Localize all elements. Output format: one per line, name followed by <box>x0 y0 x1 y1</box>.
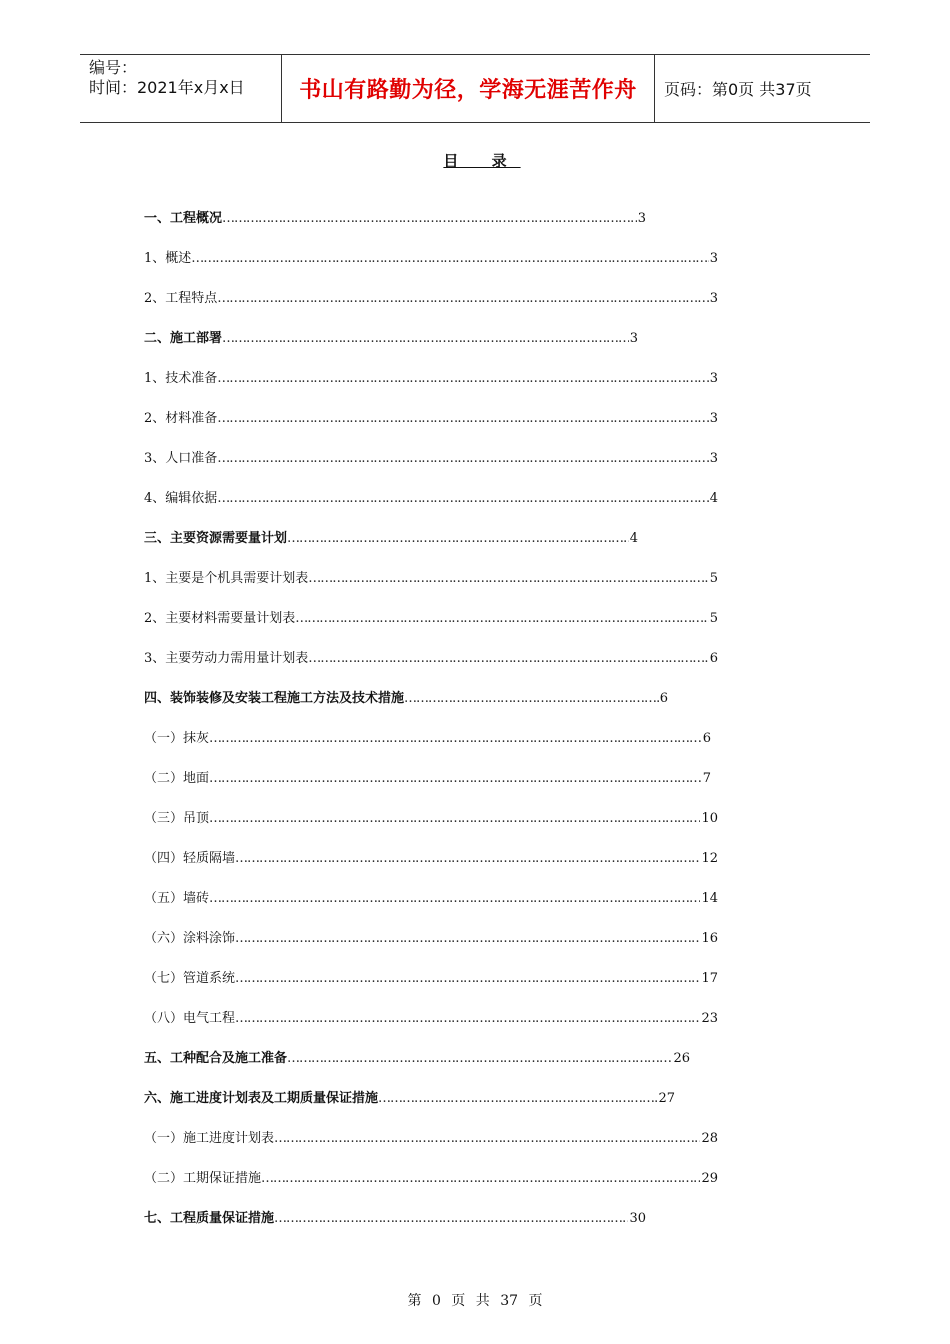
toc-entry-label: 一、工程概况 <box>144 211 223 226</box>
toc-entry[interactable] <box>144 329 638 349</box>
toc-entry-label: 四、装饰装修及安装工程施工方法及技术措施 <box>144 691 405 706</box>
toc-entry[interactable] <box>144 369 718 389</box>
toc-entry-page: 23 <box>701 1011 718 1026</box>
toc-entry-page: 7 <box>702 771 711 786</box>
toc-entry-label: 1、概述 <box>144 251 192 266</box>
toc-entry[interactable] <box>144 1009 718 1029</box>
toc-leader-dots <box>209 729 702 749</box>
toc-entry-page: 3 <box>709 371 718 386</box>
toc-entry[interactable] <box>144 1089 675 1109</box>
toc-entry-label: 1、技术准备 <box>144 371 218 386</box>
toc-entry-label: （七）管道系统 <box>144 971 236 986</box>
toc-entry-page: 6 <box>702 731 711 746</box>
toc-entry-label: 3、人口准备 <box>144 451 218 466</box>
toc-entry-label: （二）工期保证措施 <box>144 1171 262 1186</box>
toc-entry-page: 30 <box>629 1211 646 1226</box>
toc-leader-dots <box>404 689 659 709</box>
toc-entry-page: 3 <box>709 251 718 266</box>
toc-entry-page: 3 <box>637 211 646 226</box>
toc-leader-dots <box>235 849 700 869</box>
toc-leader-dots <box>217 369 708 389</box>
toc-leader-dots <box>235 1009 700 1029</box>
toc-leader-dots <box>191 249 708 269</box>
toc-entry[interactable] <box>144 649 718 669</box>
toc-leader-dots <box>209 769 702 789</box>
toc-entry[interactable] <box>144 1129 718 1149</box>
toc-entry-label: 2、主要材料需要量计划表 <box>144 611 296 626</box>
toc-entry-label: 1、主要是个机具需要计划表 <box>144 571 309 586</box>
toc-entry[interactable] <box>144 689 668 709</box>
toc-leader-dots <box>217 489 708 509</box>
toc-leader-dots <box>217 449 708 469</box>
toc-entry[interactable] <box>144 289 718 309</box>
toc-entry-label: （二）地面 <box>144 771 210 786</box>
toc-entry-label: （一）施工进度计划表 <box>144 1131 275 1146</box>
toc-entry[interactable] <box>144 249 718 269</box>
toc-title: 目 录 <box>443 152 521 170</box>
toc-entry-page: 27 <box>658 1091 675 1106</box>
toc-entry-label: （四）轻质隔墙 <box>144 851 236 866</box>
toc-entry[interactable] <box>144 1049 690 1069</box>
toc-leader-dots <box>308 569 708 589</box>
toc-entry-page: 6 <box>709 651 718 666</box>
document-date: 时间：2021年x月x日 <box>89 78 245 97</box>
toc-entry-page: 5 <box>709 571 718 586</box>
toc-entry[interactable] <box>144 889 718 909</box>
toc-entry[interactable] <box>144 569 718 589</box>
toc-entry-page: 3 <box>709 291 718 306</box>
toc-entry-page: 16 <box>701 931 718 946</box>
toc-leader-dots <box>209 809 700 829</box>
toc-entry-page: 3 <box>709 411 718 426</box>
toc-entry[interactable] <box>144 449 718 469</box>
toc-leader-dots <box>261 1169 700 1189</box>
toc-leader-dots <box>222 329 629 349</box>
toc-entry-label: 2、材料准备 <box>144 411 218 426</box>
toc-leader-dots <box>235 929 700 949</box>
toc-entry[interactable] <box>144 769 711 789</box>
toc-entry[interactable] <box>144 849 718 869</box>
toc-entry-label: 五、工种配合及施工准备 <box>144 1051 288 1066</box>
toc-leader-dots <box>222 209 637 229</box>
toc-entry-page: 3 <box>709 451 718 466</box>
toc-entry[interactable] <box>144 809 718 829</box>
toc-leader-dots <box>235 969 700 989</box>
toc-leader-dots <box>209 889 700 909</box>
toc-entry-label: 六、施工进度计划表及工期质量保证措施 <box>144 1091 379 1106</box>
toc-leader-dots <box>308 649 708 669</box>
toc-entry-page: 12 <box>701 851 718 866</box>
toc-entry-page: 4 <box>709 491 718 506</box>
toc-entry[interactable] <box>144 209 646 229</box>
toc-leader-dots <box>217 409 708 429</box>
toc-entry-page: 14 <box>701 891 718 906</box>
toc-entry-label: 2、工程特点 <box>144 291 218 306</box>
toc-entry-page: 28 <box>701 1131 718 1146</box>
toc-entry[interactable] <box>144 969 718 989</box>
document-number-label: 编号： <box>89 58 138 77</box>
toc-entry-page: 4 <box>629 531 638 546</box>
toc-entry-page: 26 <box>673 1051 690 1066</box>
toc-entry-page: 5 <box>709 611 718 626</box>
toc-leader-dots <box>274 1209 628 1229</box>
toc-entry[interactable] <box>144 489 718 509</box>
toc-entry[interactable] <box>144 729 711 749</box>
toc-leader-dots <box>287 1049 672 1069</box>
toc-entry-label: （三）吊顶 <box>144 811 210 826</box>
toc-leader-dots <box>274 1129 700 1149</box>
toc-entry-page: 6 <box>659 691 668 706</box>
toc-entry-page: 17 <box>701 971 718 986</box>
toc-entry[interactable] <box>144 929 718 949</box>
toc-leader-dots <box>287 529 629 549</box>
toc-entry-label: （五）墙砖 <box>144 891 210 906</box>
toc-entry-page: 29 <box>701 1171 718 1186</box>
toc-entry-label: 4、编辑依据 <box>144 491 218 506</box>
toc-entry-label: （八）电气工程 <box>144 1011 236 1026</box>
toc-entry-page: 3 <box>629 331 638 346</box>
header-motto: 书山有路勤为径，学海无涯苦作舟 <box>299 78 637 103</box>
toc-leader-dots <box>295 609 708 629</box>
header-page-info: 页码：第0页 共37页 <box>664 80 812 99</box>
toc-entry-page: 10 <box>701 811 718 826</box>
toc-entry[interactable] <box>144 1209 646 1229</box>
toc-entry-label: 3、主要劳动力需用量计划表 <box>144 651 309 666</box>
toc-entry[interactable] <box>144 409 718 429</box>
toc-entry-label: 二、施工部署 <box>144 331 223 346</box>
toc-entry[interactable] <box>144 609 718 629</box>
toc-leader-dots <box>217 289 708 309</box>
page-footer: 第 0 页 共 37 页 <box>407 1293 543 1309</box>
toc-leader-dots <box>378 1089 657 1109</box>
toc-entry-label: （一）抹灰 <box>144 731 210 746</box>
toc-entry-label: （六）涂料涂饰 <box>144 931 236 946</box>
toc-entry[interactable] <box>144 529 638 549</box>
toc-entry[interactable] <box>144 1169 718 1189</box>
toc-entry-label: 七、工程质量保证措施 <box>144 1211 275 1226</box>
toc-entry-label: 三、主要资源需要量计划 <box>144 531 288 546</box>
